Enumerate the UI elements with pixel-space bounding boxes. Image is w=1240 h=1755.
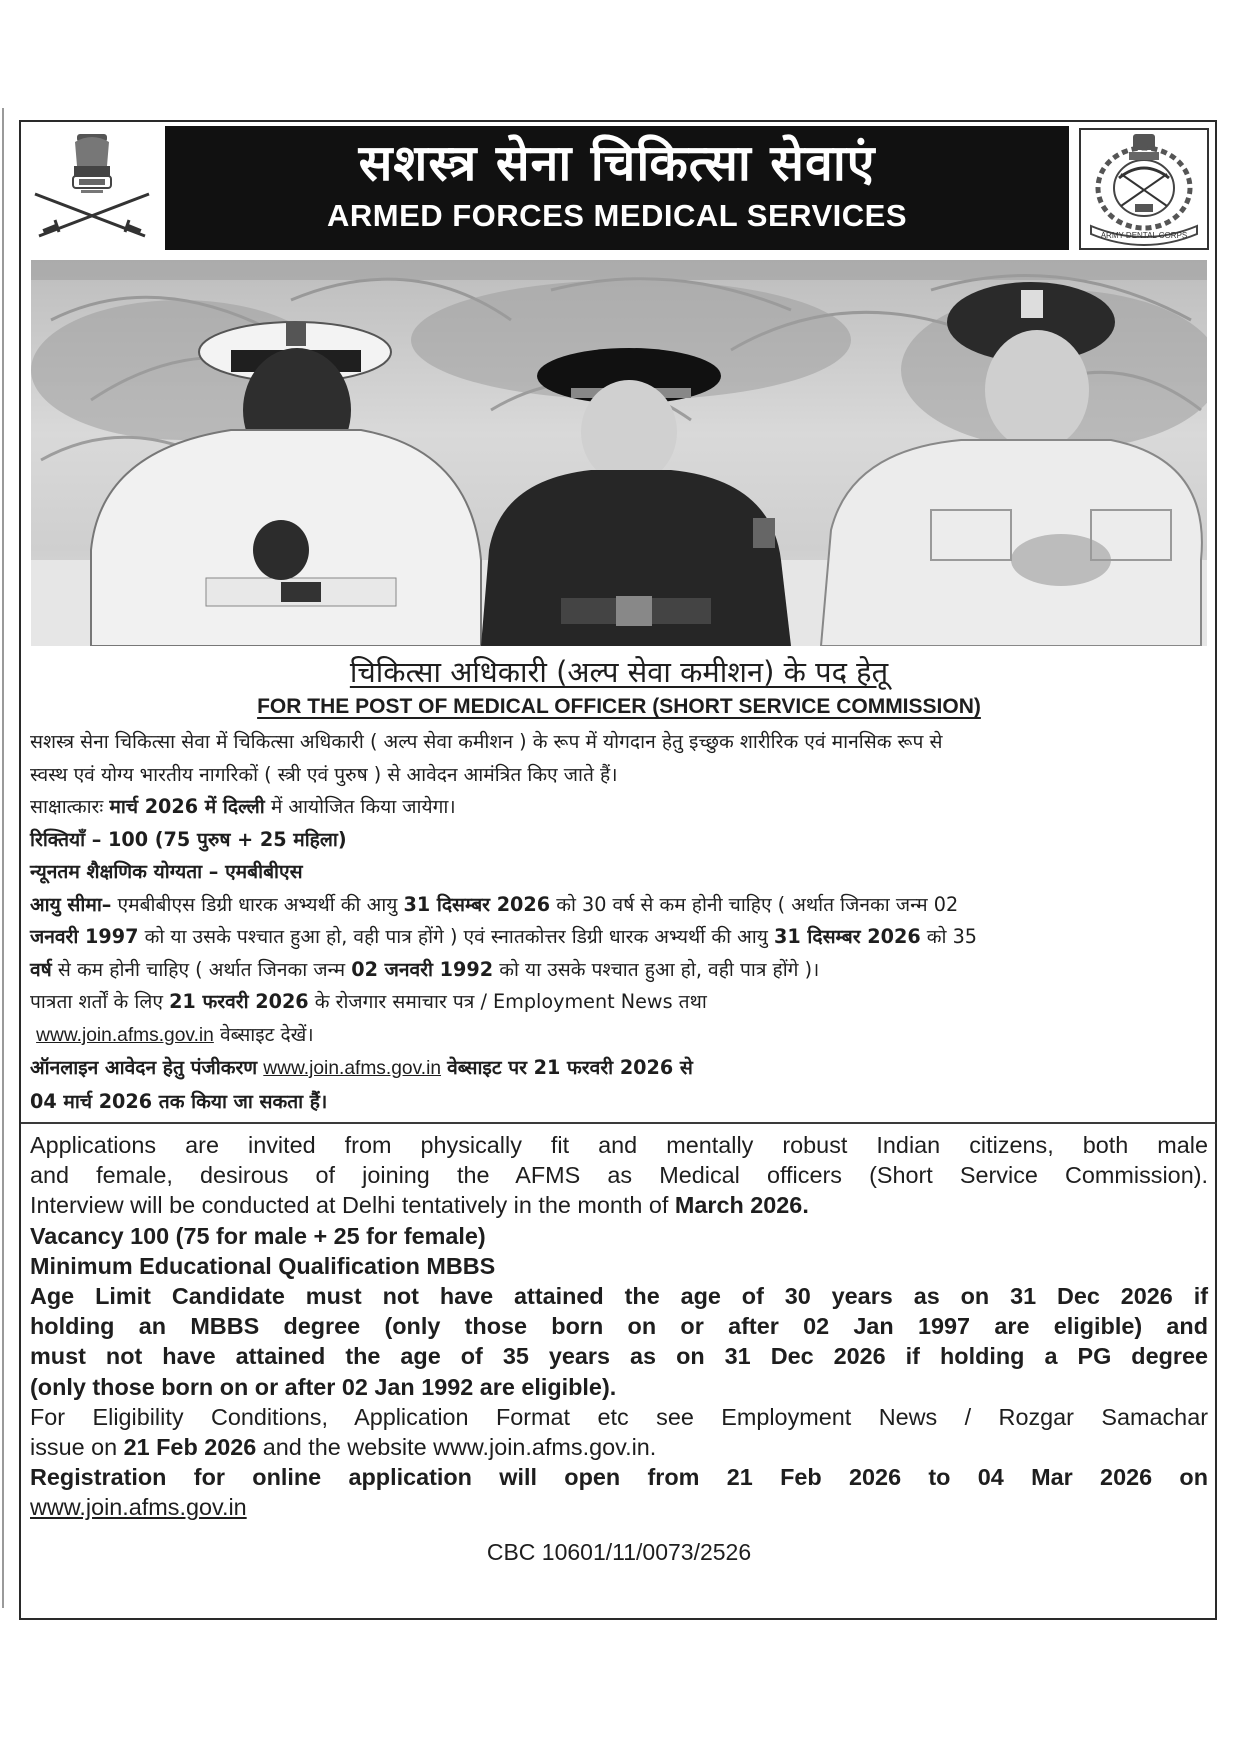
hindi-age-line-2: जनवरी 1997 को या उसके पश्चात हुआ हो, वही पात्र होंगे ) एवं स्नातकोत्तर डिग्री धारक अभ्यर्थी की आयु 31 दिसम्बर 2026 को 35 [30,925,978,948]
hindi-intro-line-1: सशस्त्र सेना चिकित्सा सेवा में चिकित्सा अधिकारी ( अल्प सेवा कमीशन ) के रूप में योगदान हेतु इच्छुक शारीरिक एवं मानसिक रूप से [30,730,943,753]
advertisement [19,120,1217,1620]
army-dental-corps-crest-icon [1079,128,1209,250]
hindi-vacancy: रिक्तियाँ – 100 (75 पुरुष + 25 महिला) [30,827,347,851]
hindi-age-line-1: आयु सीमा– एमबीबीएस डिग्री धारक अभ्यर्थी की आयु 31 दिसम्बर 2026 को 30 वर्ष से कम होनी चाहिए ( अर्थात जिनका जन्म 02 [30,892,959,916]
english-intro-line-1: Applications are invited from physically fit and mentally robust Indian citizens, both male [30,1132,1208,1158]
post-title-hindi: चिकित्सा अधिकारी (अल्प सेवा कमीशन) के पद हेतू [349,655,889,689]
cbc-code: CBC 10601/11/0073/2526 [486,1538,752,1565]
english-eligibility-line-2: issue on 21 Feb 2026 and the website www.join.afms.gov.in. [30,1434,657,1461]
hindi-interview: साक्षात्कारः मार्च 2026 में दिल्ली में आयोजित किया जायेगा। [30,795,456,818]
english-eligibility-line-1: For Eligibility Conditions, Application Format etc see Employment News / Rozgar Samachar [30,1403,1208,1430]
hindi-eligibility-line-1: पात्रता शर्तों के लिए 21 फरवरी 2026 के रोजगार समाचार पत्र / Employment News तथा [30,990,707,1013]
english-registration-link-line [30,1492,1208,1522]
english-age-line-1: Age Limit Candidate must not have attained the age of 30 years as on 31 Dec 2026 if [30,1283,1208,1310]
officers-photo [31,260,1207,646]
english-interview: Interview will be conducted at Delhi tentatively in the month of March 2026. [30,1192,809,1219]
english-age-line-2: holding an MBBS degree (only those born on or after 02 Jan 1997 are eligible) and [30,1313,1208,1340]
hindi-qualification: न्यूनतम शैक्षणिक योग्यता – एमबीबीएस [30,860,303,883]
website-link[interactable]: www.join.afms.gov.in [263,1058,442,1079]
svg-text:ARMY DENTAL CORPS: ARMY DENTAL CORPS [1100,231,1188,240]
hindi-age-line-3: वर्ष से कम होनी चाहिए ( अर्थात जिनका जन्म 02 जनवरी 1992 को या उसके पश्चात हुआ हो, वही पात्र होंगे )। [30,957,820,981]
hindi-eligibility-line-2: www.join.afms.gov.in वेब्साइट देखें। [36,1022,314,1046]
english-qualification: Minimum Educational Qualification MBBS [30,1252,496,1279]
hindi-intro-line-2: स्वस्थ एवं योग्य भारतीय नागरिकों ( स्त्री एवं पुरुष ) से आवेदन आमंत्रित किए जाते हैं। [30,762,618,786]
title-banner [165,126,1069,250]
post-title-english: FOR THE POST OF MEDICAL OFFICER (SHORT SERVICE COMMISSION) [257,695,981,718]
hindi-registration-line-1: ऑनलाइन आवेदन हेतु पंजीकरण www.join.afms.gov.in वेब्साइट पर 21 फरवरी 2026 से [30,1056,693,1079]
english-registration-line: Registration for online application will open from 21 Feb 2026 to 04 Mar 2026 on [30,1464,1208,1491]
website-link[interactable]: www.join.afms.gov.in [36,1024,214,1046]
english-age-line-3: must not have attained the age of 35 years as on 31 Dec 2026 if holding a PG degree [30,1343,1208,1370]
hindi-section [30,726,1208,1118]
national-emblem-crossed-swords-icon [27,128,157,246]
english-intro-line-2: and female, desirous of joining the AFMS as Medical officers (Short Service Commission). [30,1162,1208,1189]
hindi-registration-line-2: 04 मार्च 2026 तक किया जा सकता हैं। [30,1089,328,1113]
title-english: ARMED FORCES MEDICAL SERVICES [326,198,908,233]
section-divider [21,1122,1217,1124]
title-hindi: सशस्त्र सेना चिकित्सा सेवाएं [358,134,876,192]
page-margin-rule [2,108,4,1608]
english-age-line-4: (only those born on or after 02 Jan 1992 are eligible). [30,1373,617,1400]
english-vacancy: Vacancy 100 (75 for male + 25 for female) [30,1222,486,1249]
english-section [30,1130,1208,1566]
ad-content [30,652,1208,1566]
website-link[interactable]: www.join.afms.gov.in [30,1494,247,1521]
header [21,122,1215,252]
